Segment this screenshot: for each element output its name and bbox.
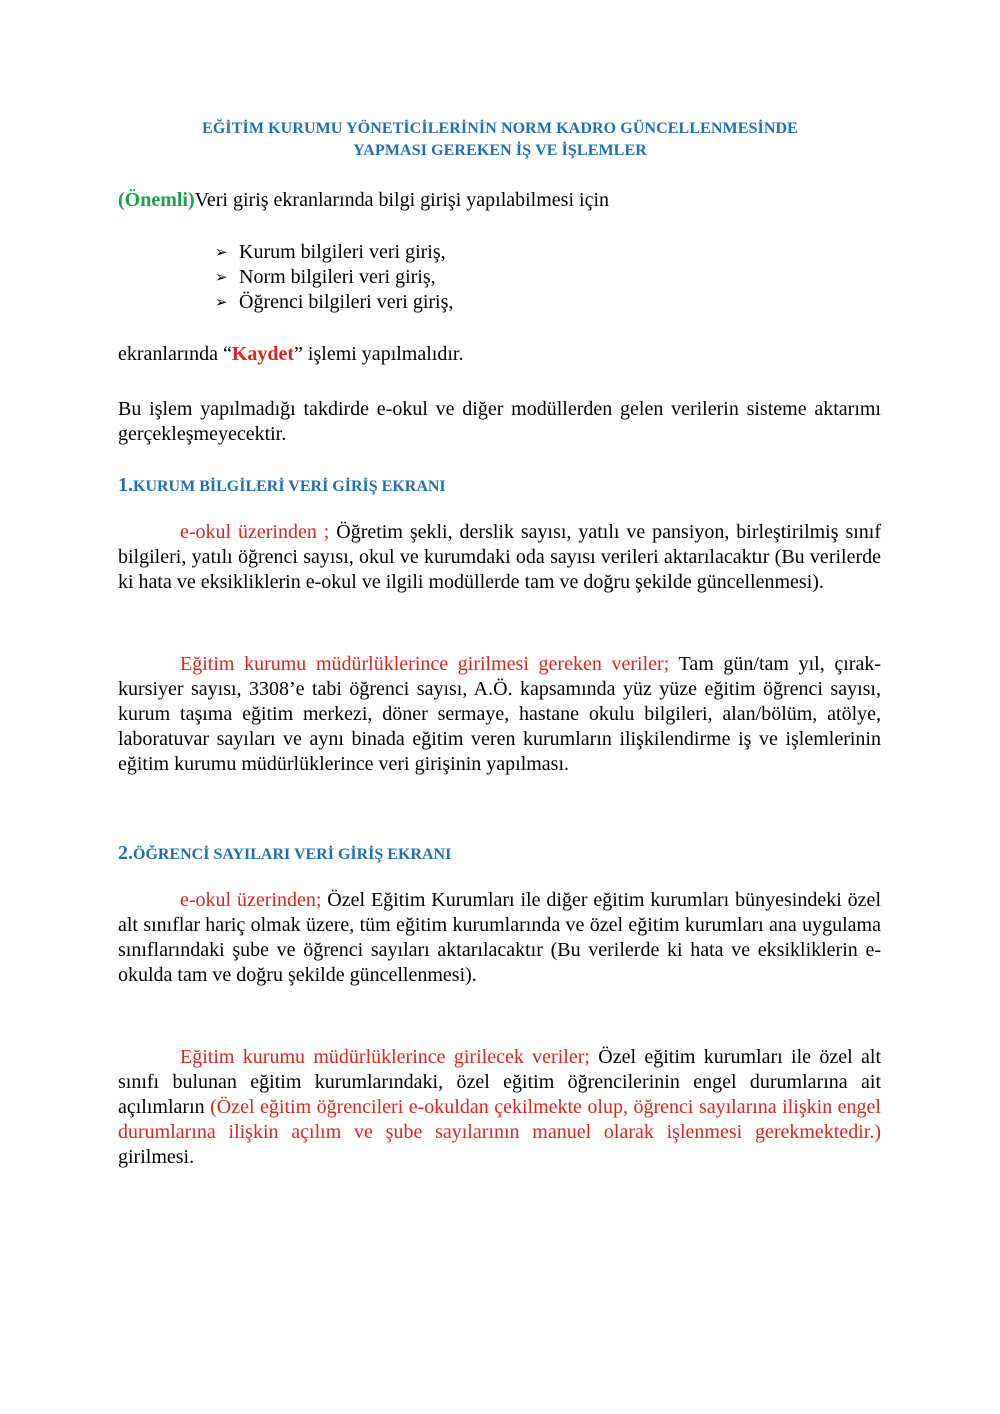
section-1-title: KURUM BİLGİLERİ VERİ GİRİŞ EKRANI (133, 478, 446, 495)
save-instruction (118, 342, 881, 367)
section-2-paragraph-2 (118, 1045, 881, 1170)
section-1-p1-lead: e-okul üzerinden ; (180, 521, 337, 543)
section-1-number: 1. (118, 474, 133, 496)
section-2-p1-lead: e-okul üzerinden; (180, 889, 328, 911)
important-note (118, 188, 881, 213)
save-keyword: Kaydet (231, 343, 295, 365)
important-text: Veri giriş ekranlarında bilgi girişi yapılabilmesi için (194, 189, 610, 211)
section-1-paragraph-2 (118, 652, 881, 777)
section-2-p2-text: Özel eğitim kurumları ile özel alt sınıfı bulunan eğitim kurumlarındaki, özel eğitim öğrencilerinin engel durumlarına ait açılımların (118, 1046, 881, 1118)
list-item-text: Norm bilgileri veri giriş, (239, 266, 436, 288)
section-1-p1-text: Öğretim şekli, derslik sayısı, yatılı ve pansiyon, birleştirilmiş sınıf bilgileri, yatılı öğrenci sayısı, okul ve kurumdaki oda sayısı verileri aktarılacaktır (Bu verilerde ki hata ve eksikliklerin e-okul ve ilgili modüllerde tam ve doğru şekilde güncellenmesi). (118, 521, 882, 593)
section-1-p2-text: Tam gün/tam yıl, çırak-kursiyer sayısı, 3308’e tabi öğrenci sayısı, A.Ö. kapsamında yüz yüze eğitim öğrenci sayısı, kurum taşıma eğitim merkezi, döner sermaye, hastane okulu bilgileri, alan/bölüm, atölye, laboratuvar sayıları ve aynı binada eğitim veren kurumların ilişkilendirme iş ve işlemlerinin eğitim kurumu müdürlüklerince veri girişinin yapılması. (118, 653, 882, 775)
section-2-title: ÖĞRENCİ SAYILARI VERİ GİRİŞ EKRANI (133, 846, 452, 863)
section-2-p2-end: girilmesi. (118, 1146, 195, 1168)
section-1-paragraph-1 (118, 520, 881, 595)
list-item-text: Kurum bilgileri veri giriş, (239, 241, 446, 263)
list-item (215, 290, 453, 315)
arrowhead-bullet-icon: ➢ (215, 293, 228, 311)
section-2-heading (118, 842, 451, 865)
list-item (215, 265, 453, 290)
document-title (80, 118, 920, 162)
save-text-after: ” işlemi yapılmalıdır. (294, 343, 464, 365)
section-2-p1-text: Özel Eğitim Kurumları ile diğer eğitim kurumları bünyesindeki özel alt sınıflar hariç olmak üzere, tüm eğitim kurumlarında ve özel eğitim kurumları ana uygulama sınıflarındaki şube ve öğrenci sayıları aktarılacaktır (Bu verilerde ki hata ve eksikliklerin e-okulda tam ve doğru şekilde güncellenmesi). (118, 889, 881, 986)
section-2-paragraph-1 (118, 888, 881, 988)
section-2-p2-lead: Eğitim kurumu müdürlüklerince girilecek veriler; (180, 1046, 599, 1068)
section-1-heading (118, 474, 446, 497)
section-1-p2-lead: Eğitim kurumu müdürlüklerince girilmesi gereken veriler; (180, 653, 679, 675)
list-item (215, 240, 453, 265)
important-label: (Önemli) (118, 189, 195, 211)
title-line-1: EĞİTİM KURUMU YÖNETİCİLERİNİN NORM KADRO GÜNCELLENMESİNDE (202, 120, 798, 137)
section-2-number: 2. (118, 842, 133, 864)
list-item-text: Öğrenci bilgileri veri giriş, (239, 291, 454, 313)
section-2-p2-note: (Özel eğitim öğrencileri e-okuldan çekilmekte olup, öğrenci sayılarına ilişkin engel durumlarına ilişkin açılım ve şube sayılarının manuel olarak işlenmesi gerekmektedir.) (118, 1096, 881, 1143)
arrowhead-bullet-icon: ➢ (215, 268, 228, 286)
screen-list (215, 240, 453, 315)
save-text-before: ekranlarında “ (118, 343, 232, 365)
arrowhead-bullet-icon: ➢ (215, 243, 228, 261)
warning-paragraph: Bu işlem yapılmadığı takdirde e-okul ve diğer modüllerden gelen verilerin sisteme aktarımı gerçekleşmeyecektir. (118, 398, 881, 445)
title-line-2: YAPMASI GEREKEN İŞ VE İŞLEMLER (353, 142, 647, 159)
